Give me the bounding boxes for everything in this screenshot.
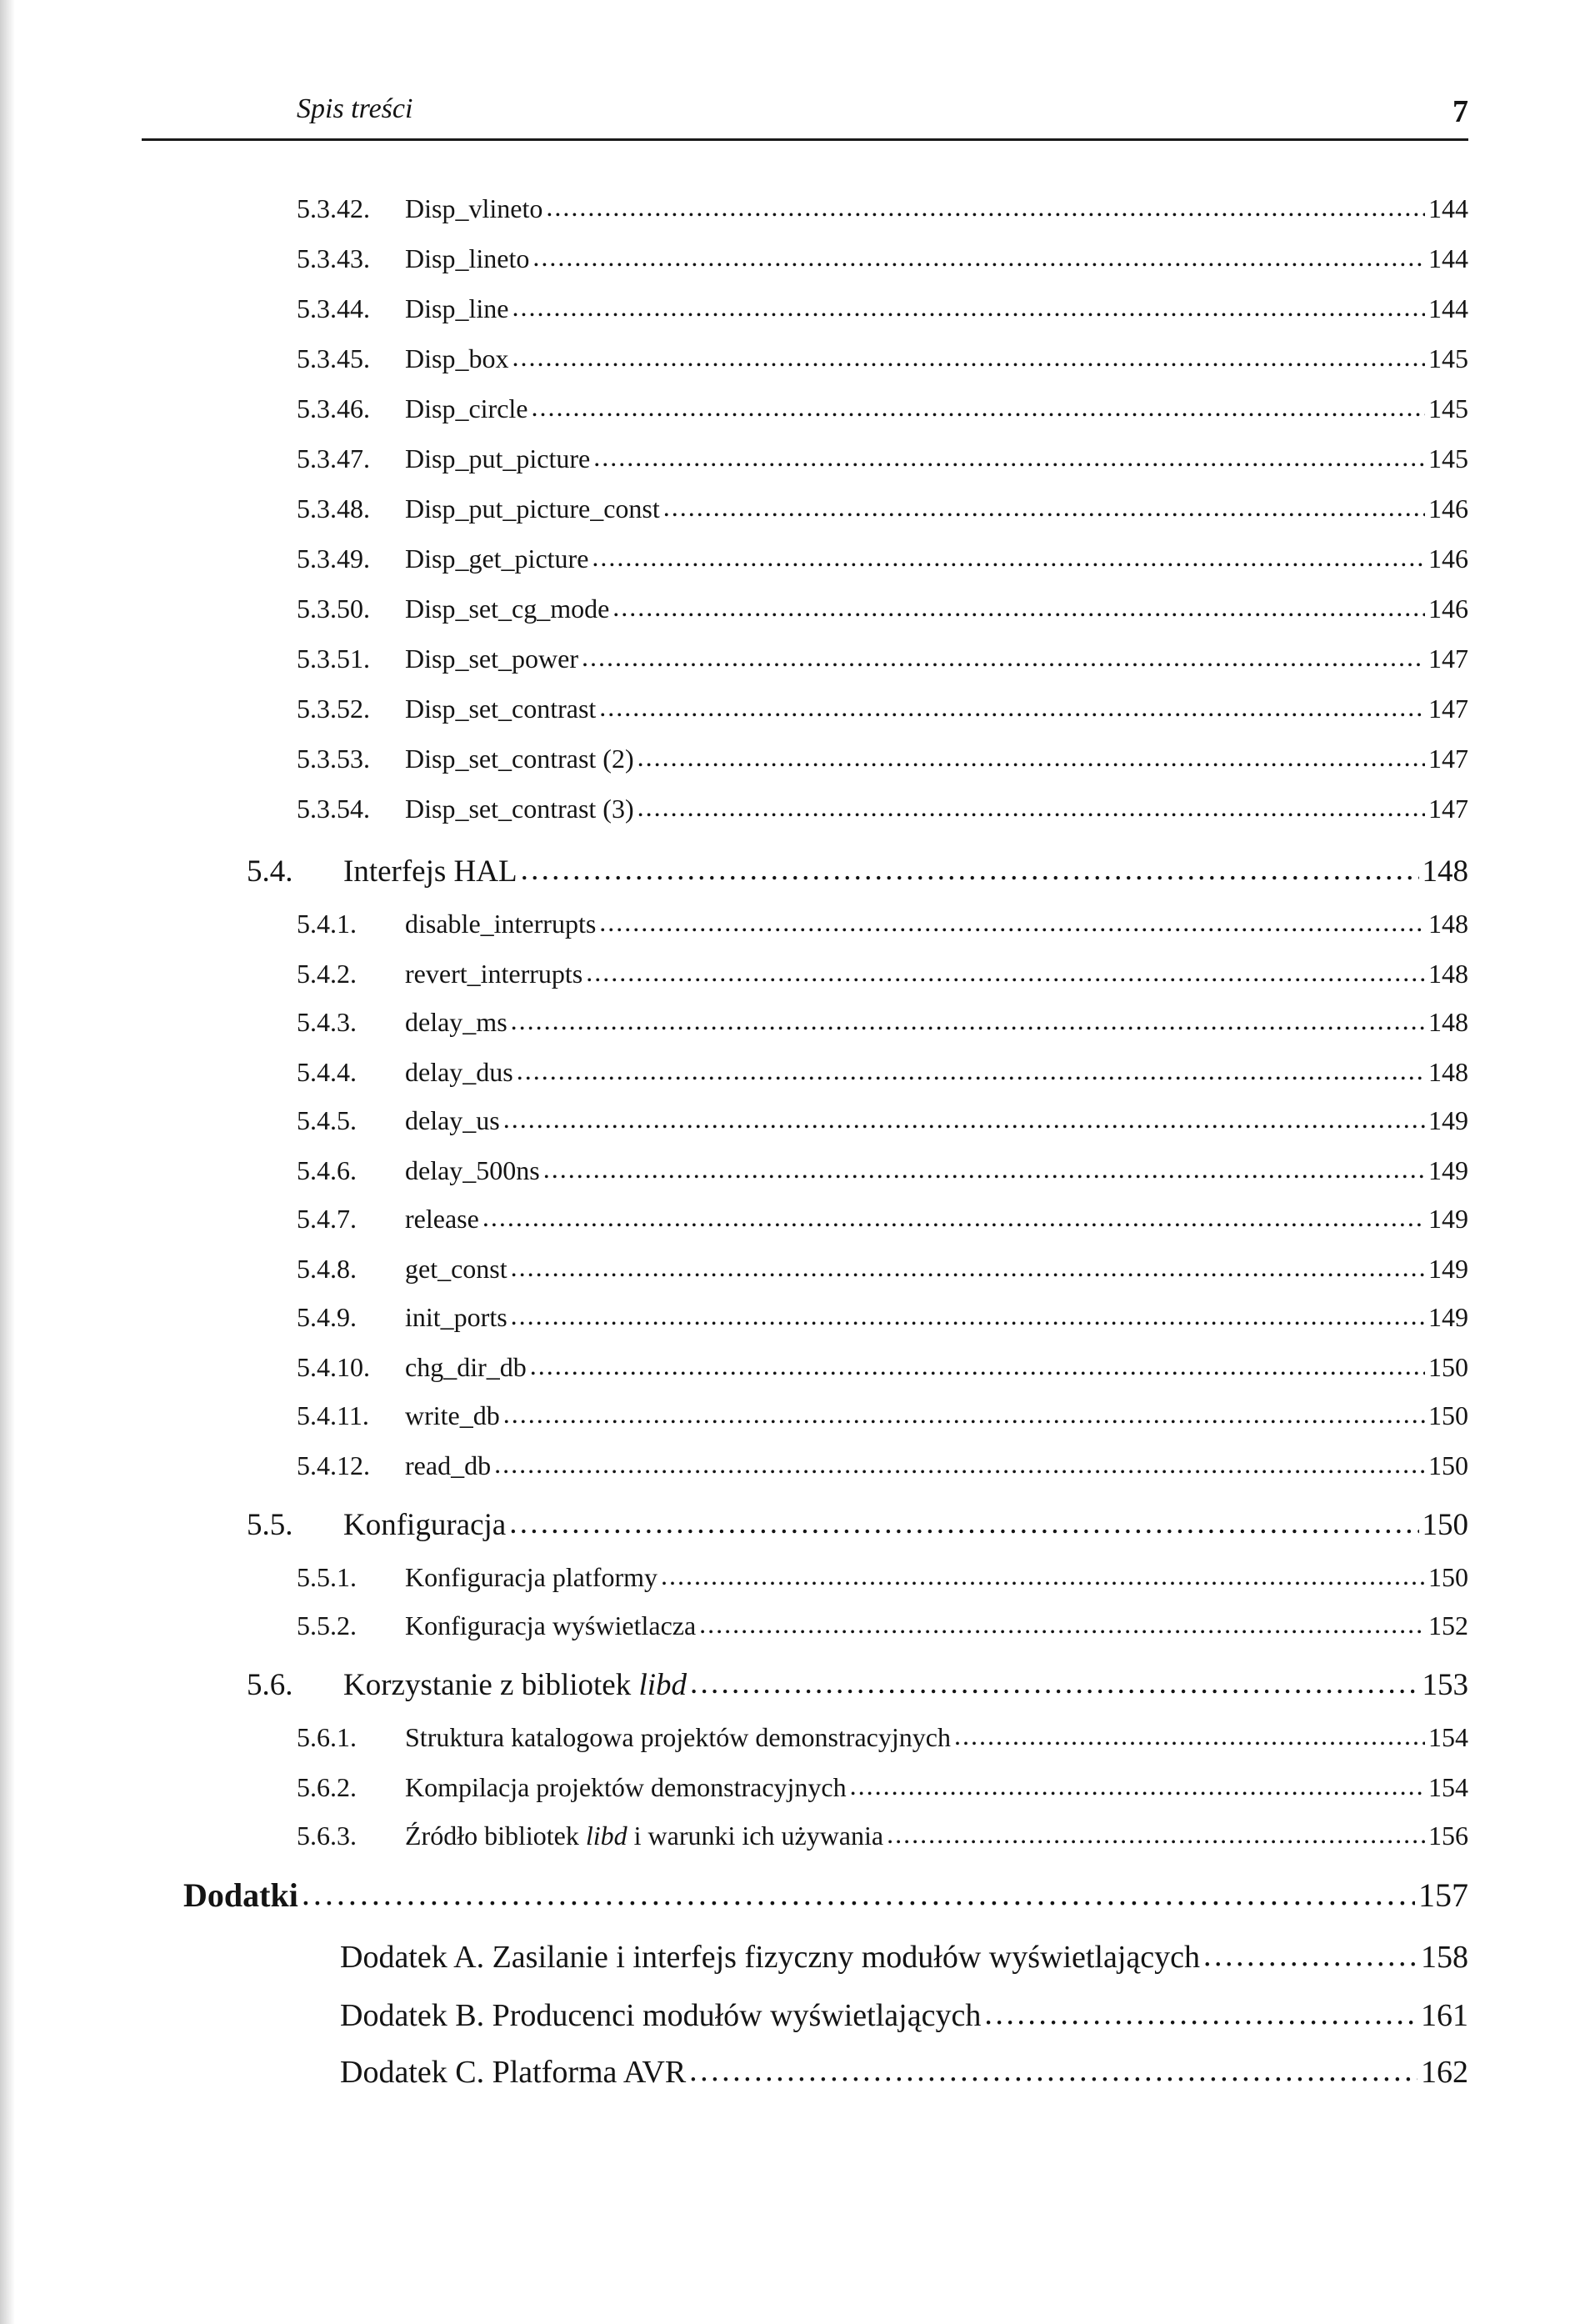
dot-leader	[503, 1104, 1425, 1134]
toc-entry-page: 146	[1428, 543, 1468, 573]
toc-entry-number: 5.4.8.	[297, 1254, 357, 1284]
toc-entry-title: write_db	[405, 1400, 500, 1430]
toc-entry-title: Disp_put_picture	[405, 443, 591, 473]
dot-leader	[482, 1202, 1425, 1233]
toc-section[interactable]	[247, 1667, 1468, 1703]
toc-entry[interactable]	[297, 1302, 1468, 1333]
toc-entry[interactable]	[297, 1562, 1468, 1593]
toc-entry-number: 5.3.47.	[297, 443, 370, 473]
toc-entry-title: Disp_circle	[405, 393, 528, 423]
dot-leader	[954, 1720, 1425, 1751]
toc-section-number: 5.6.	[247, 1668, 293, 1702]
toc-entry-title: Kompilacja projektów demonstracyjnych	[405, 1772, 847, 1802]
toc-entry-title: Disp_lineto	[405, 243, 530, 273]
dot-leader	[511, 1300, 1425, 1331]
toc-appendix-page: 161	[1421, 1998, 1468, 2033]
running-head-title: Spis treści	[297, 93, 413, 124]
toc-entry-number: 5.3.48.	[297, 493, 370, 523]
dot-leader	[512, 342, 1425, 373]
toc-entry[interactable]	[297, 1352, 1468, 1383]
toc-entry-number: 5.6.2.	[297, 1772, 357, 1802]
toc-entry[interactable]	[297, 343, 1468, 374]
dot-leader	[503, 1399, 1425, 1430]
toc-entry-title: delay_500ns	[405, 1155, 540, 1185]
toc-entry[interactable]	[297, 644, 1468, 674]
toc-entry-page: 144	[1428, 243, 1468, 273]
toc-entry-page: 149	[1428, 1254, 1468, 1284]
dot-leader	[582, 642, 1425, 673]
toc-entry-page: 147	[1428, 694, 1468, 724]
toc-entry[interactable]	[297, 1400, 1468, 1431]
dot-leader	[612, 592, 1425, 623]
toc-entry[interactable]	[297, 1450, 1468, 1481]
dot-leader	[984, 1996, 1418, 2032]
dot-leader	[546, 192, 1425, 223]
toc-entry-number: 5.3.53.	[297, 744, 370, 774]
toc-entry-title: init_ports	[405, 1302, 508, 1332]
toc-section-number: 5.4.	[247, 854, 293, 889]
toc-entry-number: 5.3.46.	[297, 393, 370, 423]
toc-chapter-title: Dodatki	[183, 1876, 298, 1914]
dot-leader	[530, 1350, 1425, 1381]
toc-entry-number: 5.4.10.	[297, 1352, 370, 1382]
toc-entry-page: 144	[1428, 293, 1468, 323]
toc-entry-title: release	[405, 1204, 479, 1234]
toc-entry-page: 148	[1428, 1007, 1468, 1037]
toc-entry-number: 5.4.6.	[297, 1155, 357, 1185]
toc-entry[interactable]	[297, 493, 1468, 524]
toc-entry-title: Struktura katalogowa projektów demonstracyjnych	[405, 1722, 951, 1752]
toc-entry-number: 5.6.3.	[297, 1821, 357, 1851]
title-italic: libd	[638, 1668, 688, 1702]
dot-leader	[512, 292, 1425, 323]
toc-appendix-page: 162	[1421, 2055, 1468, 2090]
dot-leader	[543, 1154, 1425, 1185]
toc-entry[interactable]	[297, 1105, 1468, 1136]
toc-appendix[interactable]	[340, 1939, 1468, 1976]
toc-entry[interactable]	[297, 744, 1468, 774]
toc-entry-number: 5.3.44.	[297, 293, 370, 323]
toc-entry-title: Disp_set_cg_mode	[405, 594, 610, 624]
toc-entry-title: Disp_box	[405, 343, 509, 373]
toc-entry[interactable]	[297, 1155, 1468, 1186]
toc-entry-title: get_const	[405, 1254, 508, 1284]
dot-leader	[661, 1560, 1425, 1591]
toc-section-page: 150	[1422, 1508, 1468, 1542]
page-number: 7	[1452, 94, 1468, 129]
toc-entry-page: 149	[1428, 1302, 1468, 1332]
dot-leader	[511, 1252, 1425, 1283]
toc-appendix-title: Dodatek B. Producenci modułów wyświetlających	[340, 1998, 982, 2033]
dot-leader	[638, 742, 1425, 773]
toc-entry-title: delay_dus	[405, 1057, 513, 1087]
toc-entry-page: 154	[1428, 1722, 1468, 1752]
toc-entry-title: Disp_get_picture	[405, 543, 589, 573]
toc-appendix[interactable]	[340, 1997, 1468, 2034]
toc-entry-page: 154	[1428, 1772, 1468, 1802]
toc-entry[interactable]	[297, 393, 1468, 424]
toc-entry-number: 5.3.45.	[297, 343, 370, 373]
toc-entry-title: disable_interrupts	[405, 909, 597, 939]
toc-entry-title: chg_dir_db	[405, 1352, 527, 1382]
dot-leader	[593, 442, 1425, 473]
toc-entry-page: 156	[1428, 1821, 1468, 1851]
toc-entry-number: 5.5.1.	[297, 1562, 357, 1592]
toc-entry-title: Disp_set_contrast (2)	[405, 744, 634, 774]
toc-entry-page: 149	[1428, 1105, 1468, 1135]
header-rule	[142, 138, 1468, 141]
toc-entry-number: 5.4.11.	[297, 1400, 369, 1430]
dot-leader	[494, 1449, 1425, 1480]
binding-shadow	[0, 0, 15, 2324]
toc-entry-title: delay_us	[405, 1105, 500, 1135]
toc-entry-page: 147	[1428, 794, 1468, 824]
toc-entry[interactable]	[297, 694, 1468, 724]
title-text-after: i warunki ich używania	[627, 1821, 884, 1851]
toc-entry-page: 146	[1428, 594, 1468, 624]
toc-entry-page: 152	[1428, 1610, 1468, 1640]
dot-leader	[302, 1874, 1415, 1913]
toc-entry-page: 150	[1428, 1562, 1468, 1592]
toc-entry-number: 5.3.43.	[297, 243, 370, 273]
toc-entry-page: 147	[1428, 744, 1468, 774]
toc-entry-number: 5.3.49.	[297, 543, 370, 573]
toc-entry-title: Disp_set_contrast	[405, 694, 597, 724]
dot-leader	[599, 907, 1425, 938]
title-text: Źródło bibliotek	[405, 1821, 586, 1851]
toc-entry-number: 5.4.12.	[297, 1450, 370, 1480]
toc-entry[interactable]	[297, 1821, 1468, 1851]
toc-entry-number: 5.3.42.	[297, 193, 370, 223]
dot-leader	[663, 492, 1425, 523]
toc-entry-page: 150	[1428, 1400, 1468, 1430]
toc-entry[interactable]	[297, 243, 1468, 274]
toc-entry[interactable]	[297, 543, 1468, 574]
dot-leader	[517, 1055, 1425, 1086]
dot-leader	[509, 1505, 1418, 1541]
toc-entry-page: 146	[1428, 493, 1468, 523]
dot-leader	[690, 1665, 1418, 1701]
dot-leader	[699, 1609, 1425, 1640]
toc-section-title: Konfiguracja	[343, 1508, 507, 1542]
toc-entry-title	[405, 1821, 883, 1851]
dot-leader	[599, 692, 1425, 723]
toc-entry-title: Disp_put_picture_const	[405, 493, 660, 523]
toc-entry-number: 5.4.9.	[297, 1302, 357, 1332]
toc-section[interactable]	[247, 854, 1468, 889]
dot-leader	[592, 542, 1425, 573]
toc-appendix-title: Dodatek C. Platforma AVR	[340, 2055, 687, 2090]
toc-entry-number: 5.4.2.	[297, 959, 357, 989]
toc-entry-page: 148	[1428, 909, 1468, 939]
toc-entry-number: 5.6.1.	[297, 1722, 357, 1752]
toc-entry[interactable]	[297, 1722, 1468, 1753]
running-head	[142, 90, 1468, 140]
toc-entry-page: 149	[1428, 1204, 1468, 1234]
toc-appendix[interactable]	[340, 2054, 1468, 2091]
toc-entry[interactable]	[297, 794, 1468, 824]
toc-entry-title: Konfiguracja wyświetlacza	[405, 1610, 697, 1640]
toc-section-title	[343, 1667, 687, 1703]
toc-entry-number: 5.5.2.	[297, 1610, 357, 1640]
toc-section-page: 148	[1422, 854, 1468, 889]
toc-entry-number: 5.3.52.	[297, 694, 370, 724]
toc-entry-number: 5.4.5.	[297, 1105, 357, 1135]
title-text: Korzystanie z bibliotek	[343, 1668, 639, 1702]
toc-entry-page: 145	[1428, 343, 1468, 373]
title-italic: libd	[585, 1821, 628, 1851]
toc-section-number: 5.5.	[247, 1508, 293, 1542]
toc-appendix-page: 158	[1421, 1940, 1468, 1975]
toc-entry[interactable]	[297, 443, 1468, 474]
toc-entry-number: 5.4.7.	[297, 1204, 357, 1234]
toc-entry-title: revert_interrupts	[405, 959, 583, 989]
toc-entry-page: 148	[1428, 959, 1468, 989]
toc-entry-page: 144	[1428, 193, 1468, 223]
toc-chapter[interactable]	[183, 1876, 1468, 1915]
toc-section[interactable]	[247, 1507, 1468, 1543]
toc-entry-title: delay_ms	[405, 1007, 508, 1037]
toc-entry[interactable]	[297, 959, 1468, 989]
toc-entry[interactable]	[297, 1254, 1468, 1285]
toc-entry-page: 145	[1428, 393, 1468, 423]
toc-entry[interactable]	[297, 594, 1468, 624]
toc-entry-title: Disp_vlineto	[405, 193, 543, 223]
toc-entry-number: 5.4.4.	[297, 1057, 357, 1087]
dot-leader	[532, 242, 1425, 273]
toc-entry-title: read_db	[405, 1450, 492, 1480]
toc-entry-title: Disp_set_power	[405, 644, 578, 674]
dot-leader	[532, 392, 1426, 423]
dot-leader	[586, 957, 1425, 988]
toc-section-title: Interfejs HAL	[343, 854, 518, 889]
toc-entry[interactable]	[297, 293, 1468, 324]
toc-entry[interactable]	[297, 1610, 1468, 1641]
toc-entry[interactable]	[297, 1007, 1468, 1038]
toc-entry-number: 5.4.3.	[297, 1007, 357, 1037]
toc-entry-title: Konfiguracja platformy	[405, 1562, 658, 1592]
dot-leader	[521, 852, 1419, 888]
dot-leader	[511, 1005, 1425, 1036]
toc-entry-page: 145	[1428, 443, 1468, 473]
toc-entry[interactable]	[297, 1772, 1468, 1803]
toc-entry-title: Disp_set_contrast (3)	[405, 794, 634, 824]
toc-entry-page: 148	[1428, 1057, 1468, 1087]
toc-entry-title: Disp_line	[405, 293, 509, 323]
toc-entry[interactable]	[297, 909, 1468, 939]
toc-chapter-page: 157	[1418, 1876, 1468, 1914]
dot-leader	[1203, 1937, 1418, 1974]
dot-leader	[689, 2052, 1418, 2089]
toc-entry-page: 149	[1428, 1155, 1468, 1185]
toc-entry-number: 5.3.51.	[297, 644, 370, 674]
toc-entry-number: 5.4.1.	[297, 909, 357, 939]
toc-entry-number: 5.3.54.	[297, 794, 370, 824]
dot-leader	[638, 792, 1425, 823]
toc-entry-page: 150	[1428, 1450, 1468, 1480]
toc-entry[interactable]	[297, 1204, 1468, 1235]
toc-entry-page: 147	[1428, 644, 1468, 674]
toc-entry-number: 5.3.50.	[297, 594, 370, 624]
toc-entry[interactable]	[297, 1057, 1468, 1088]
dot-leader	[850, 1771, 1425, 1801]
toc-section-page: 153	[1422, 1668, 1468, 1702]
toc-entry[interactable]	[297, 193, 1468, 224]
dot-leader	[887, 1819, 1425, 1850]
toc-entry-page: 150	[1428, 1352, 1468, 1382]
toc-appendix-title: Dodatek A. Zasilanie i interfejs fizyczny modułów wyświetlających	[340, 1940, 1201, 1975]
